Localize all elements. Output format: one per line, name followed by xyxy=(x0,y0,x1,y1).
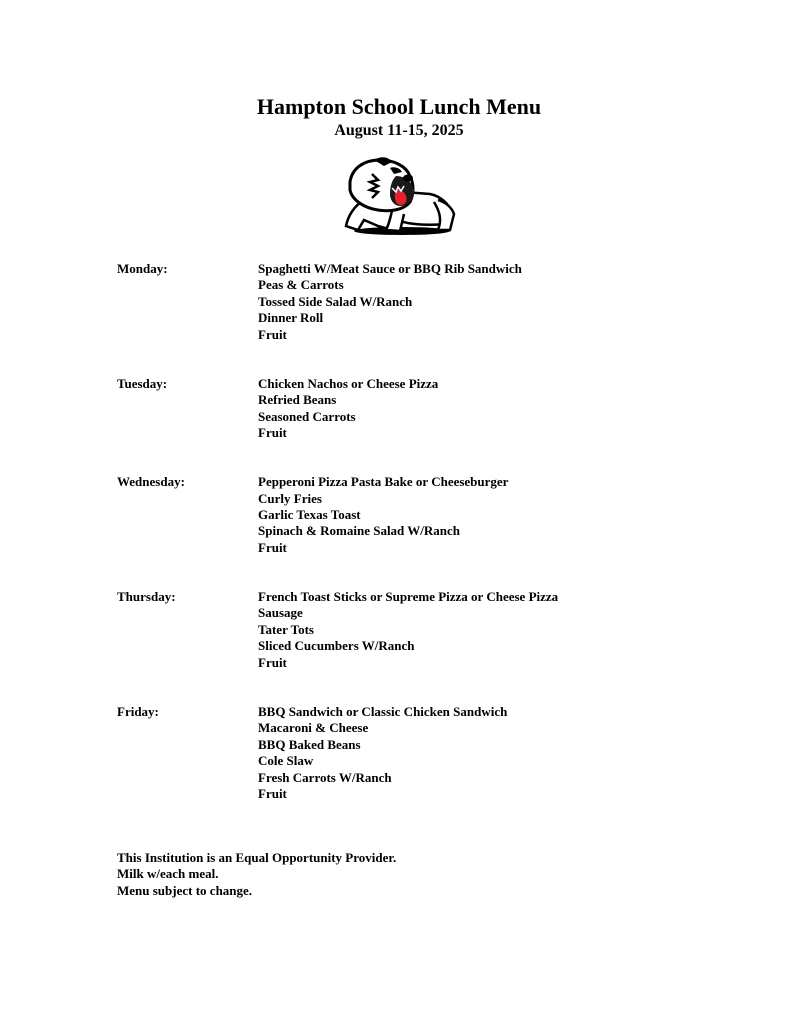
menu-item: Fruit xyxy=(258,326,287,342)
day-block xyxy=(117,376,737,442)
menu-items xyxy=(258,261,737,343)
menu-item: Fruit xyxy=(258,539,287,555)
menu-item: Pepperoni Pizza Pasta Bake or Cheeseburger xyxy=(258,474,509,490)
menu-items xyxy=(258,704,737,802)
menu-item: Tossed Side Salad W/Ranch xyxy=(258,293,413,309)
menu-item: French Toast Sticks or Supreme Pizza or Cheese Pizza xyxy=(258,589,559,605)
menu-items xyxy=(258,589,737,671)
footer-line: Milk w/each meal. xyxy=(117,866,219,882)
bulldog-mascot-icon xyxy=(334,154,462,238)
page-title: Hampton School Lunch Menu xyxy=(256,94,542,119)
menu-item: Spinach & Romaine Salad W/Ranch xyxy=(258,523,461,539)
day-label: Tuesday: xyxy=(117,375,168,391)
weekly-menu xyxy=(117,261,737,835)
day-block xyxy=(117,589,737,671)
day-label: Friday: xyxy=(117,703,159,719)
menu-item: Fresh Carrots W/Ranch xyxy=(258,769,392,785)
footer-notes xyxy=(117,850,396,899)
menu-item: Curly Fries xyxy=(258,490,322,506)
day-label: Thursday: xyxy=(117,589,176,605)
day-label: Wednesday: xyxy=(117,474,185,490)
menu-item: Fruit xyxy=(258,785,287,801)
menu-item: Seasoned Carrots xyxy=(258,408,356,424)
menu-item: BBQ Baked Beans xyxy=(258,736,361,752)
menu-item: Garlic Texas Toast xyxy=(258,507,361,523)
menu-item: Chicken Nachos or Cheese Pizza xyxy=(258,375,439,391)
menu-items xyxy=(258,376,737,442)
menu-item: Fruit xyxy=(258,425,287,441)
menu-item: Spaghetti W/Meat Sauce or BBQ Rib Sandwich xyxy=(258,261,522,276)
day-block xyxy=(117,704,737,802)
day-block xyxy=(117,474,737,556)
menu-item: Refried Beans xyxy=(258,392,337,408)
day-block xyxy=(117,261,737,343)
menu-item: Peas & Carrots xyxy=(258,277,344,293)
menu-item: Tater Tots xyxy=(258,621,314,637)
menu-item: Dinner Roll xyxy=(258,310,324,326)
menu-item: Macaroni & Cheese xyxy=(258,720,369,736)
menu-items xyxy=(258,474,737,556)
menu-item: Sausage xyxy=(258,605,303,621)
day-label: Monday: xyxy=(117,261,168,276)
menu-item: Sliced Cucumbers W/Ranch xyxy=(258,638,415,654)
footer-line: This Institution is an Equal Opportunity Provider. xyxy=(117,850,397,865)
date-range: August 11-15, 2025 xyxy=(334,122,464,139)
menu-item: BBQ Sandwich or Classic Chicken Sandwich xyxy=(258,703,508,719)
menu-item: Cole Slaw xyxy=(258,753,314,769)
menu-item: Fruit xyxy=(258,654,287,670)
footer-line: Menu subject to change. xyxy=(117,882,253,898)
